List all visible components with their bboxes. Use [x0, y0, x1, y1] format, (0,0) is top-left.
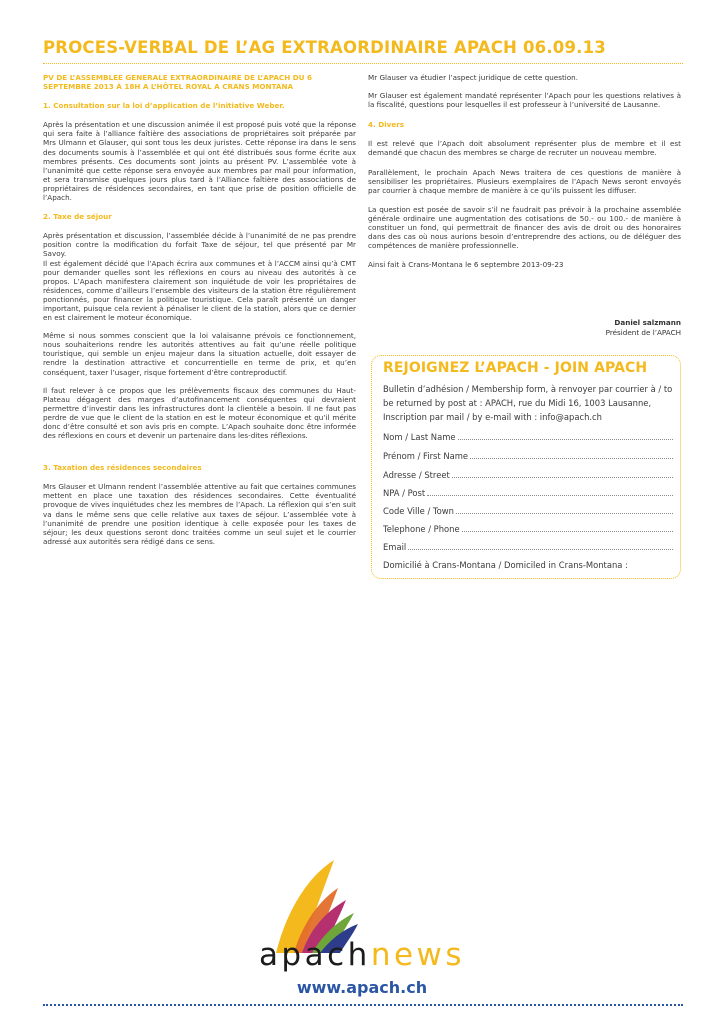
- website-link[interactable]: www.apach.ch: [296, 978, 428, 997]
- section-3-paragraph-3: Mr Glauser est également mandaté représenter l’Apach pour les questions relatives à la fiscalité, questions pour lesquelles il est professeur à l’université de Lausanne.: [368, 91, 681, 110]
- field-phone[interactable]: [383, 524, 673, 534]
- section-2-paragraph-1: Après présentation et discussion, l’assemblée décide à l’unanimité de ne pas prendre position contre la modification du forfait Taxe de séjour, tel que présenté par Mr Savoy.: [43, 231, 356, 259]
- left-column: [43, 73, 356, 554]
- page-title: PROCES-VERBAL DE L’AG EXTRAORDINAIRE APACH 06.09.13: [43, 38, 606, 57]
- right-column: [368, 73, 681, 277]
- field-post[interactable]: [383, 488, 673, 498]
- signature-name: Daniel salzmann: [614, 318, 681, 327]
- membership-form: [371, 355, 681, 579]
- field-label: Code Ville / Town: [383, 506, 454, 516]
- membership-form-intro: Bulletin d’adhésion / Membership form, à renvoyer par courrier à / to be returned by post at : APACH, rue du Midi 16, 1003 Lausanne, Inscription par mail / by e-mail with : info@apach.ch: [383, 384, 673, 422]
- field-last-name[interactable]: [383, 432, 673, 442]
- section-3-paragraph-2: Mr Glauser va étudier l’aspect juridique de cette question.: [368, 73, 579, 82]
- field-street[interactable]: [383, 470, 673, 480]
- section-2-paragraph-3: Même si nous sommes conscient que la loi valaisanne prévois ce fonctionnement, nous souhaiterions rendre les autorités attentives au fait qu’une réelle politique touristique, qui semble un enjeu majeur dans la situation actuelle, doit essayer de rendre la destination attractive et concurrentielle en terme de prix, et qu’en conséquent, taxer l’usager, risque fortement d’être contreproductif.: [43, 331, 356, 377]
- section-3-heading: 3. Taxation des résidences secondaires: [43, 463, 202, 473]
- field-label: Email: [383, 542, 407, 552]
- signature-block: [540, 318, 681, 338]
- wordmark-news: news: [370, 937, 466, 973]
- closing-line: Ainsi fait à Crans-Montana le 6 septembre 2013-09-23: [368, 260, 564, 270]
- section-1-heading: 1. Consultation sur la loi d’application de l’initiative Weber.: [43, 101, 285, 111]
- field-domicile[interactable]: [383, 560, 673, 570]
- field-town[interactable]: [383, 506, 673, 516]
- wordmark-apach: apach: [258, 937, 371, 973]
- field-label: Nom / Last Name: [383, 432, 456, 442]
- section-2-paragraph-4: Il faut relever à ce propos que les prélèvements fiscaux des communes du Haut-Plateau dégagent des marges d’autofinancement conséquentes qui devraient permettre d’investir dans les infrastructures dont la clientèle a besoin. Il ne faut pas perdre de vue que le client de la station en est le moteur économique et qu’il mérite donc d’être consulté et son avis pris en compte. L’Apach souhaite donc être informée des réflexions en cours et devenir un partenaire dans les-dites réflexions.: [43, 385, 356, 441]
- section-4-paragraph-3: La question est posée de savoir s’il ne faudrait pas prévoir à la prochaine assemblée générale ordinaire une augmentation des cotisations de 50.- ou 100.- de manière à constituer un fond, qui permettrait de financer des avis de droit ou des honoraires dans des cas où nous aurions besoin d’entreprendre des actions, ou de déléguer des compétences de manière professionnelle.: [368, 204, 681, 251]
- field-label: Adresse / Street: [383, 470, 450, 480]
- apach-news-wordmark: [246, 937, 478, 973]
- membership-form-title: REJOIGNEZ L’APACH - JOIN APACH: [383, 360, 648, 376]
- field-email[interactable]: [383, 542, 673, 552]
- title-divider: [43, 63, 683, 64]
- section-1-paragraph-1: Après la présentation et une discussion animée il est proposé puis voté que la réponse qui sera faite à l’alliance faîtière des associations de propriétaires soit préparée par Mrs Ulmann et Glauser, qui sont tous les deux juristes. Cette réponse ira dans le sens des documents soumis à l’assemblée et qui ont été distribués sous forme écrite aux membres présents. Ces documents sont joints au présent PV. L’assemblée vote à l’unanimité que cette réponse sera envoyée aux membres par mail pour information, et sera transmise quelques jours plus tard à l’Alliance faîtière des associations de propriétaires de résidences secondaires, en tant que prise de position officielle de l’Apach.: [43, 120, 356, 203]
- signature-role: Président de l’APACH: [605, 328, 681, 337]
- section-3-paragraph-1: Mrs Glauser et Ulmann rendent l’assemblée attentive au fait que certaines communes mettent en place une taxation des résidences secondaires. Cette éventualité provoque de vives inquiétudes chez les membres de l’Apach. La réflexion qui s’en suit va dans le même sens que celle relative aux taxes de séjour. L’assemblée vote à l’unanimité de prendre une position identique à celle exposée pour les taxes de séjour; les deux questions seront donc traitées comme un seul sujet et le courrier adressé aux autorités sera rédigé dans ce sens.: [43, 482, 356, 546]
- section-4-paragraph-1: Il est relevé que l’Apach doit absolument représenter plus de membre et il est demandé que chacun des membres se charge de recruter un nouveau membre.: [368, 139, 681, 158]
- pv-header: PV DE L’ASSEMBLEE GENERALE EXTRAORDINAIRE DE L’APACH DU 6 SEPTEMBRE 2013 À 18H A L’HÔTEL ROYAL A CRANS MONTANA: [43, 73, 313, 92]
- section-4-heading: 4. Divers: [368, 120, 405, 130]
- field-first-name[interactable]: [383, 451, 673, 461]
- section-2-heading: 2. Taxe de séjour: [43, 212, 112, 222]
- field-label: Prénom / First Name: [383, 451, 469, 461]
- section-2-paragraph-2: Il est également décidé que l’Apach écrira aux communes et à l’ACCM ainsi qu’à CMT pour demander quelles sont les réflexions en cours au niveau des autorités à ce propos. L’Apach manifestera clairement son inquiétude de voir les propriétaires de résidences, comme d’ailleurs l’ensemble des visiteurs de la station être régulièrement ponctionnés, pour financer la politique touristique. Cela paraît présenté un danger important, puisque cela revient à pénaliser le client de la station, alors que ce dernier en est clairement le moteur économique.: [43, 258, 356, 323]
- field-label: Domicilié à Crans-Montana / Domiciled in Crans-Montana :: [383, 560, 628, 570]
- section-4-paragraph-2: Parallèlement, le prochain Apach News traitera de ces questions de manière à sensibiliser les propriétaires. Plusieurs exemplaires de l’Apach News seront envoyés par courrier à chaque membre de manière à ce qu’ils puissent les diffuser.: [368, 167, 681, 195]
- footer-divider: [43, 1004, 683, 1006]
- field-label: NPA / Post: [383, 488, 426, 498]
- field-label: Telephone / Phone: [383, 524, 460, 534]
